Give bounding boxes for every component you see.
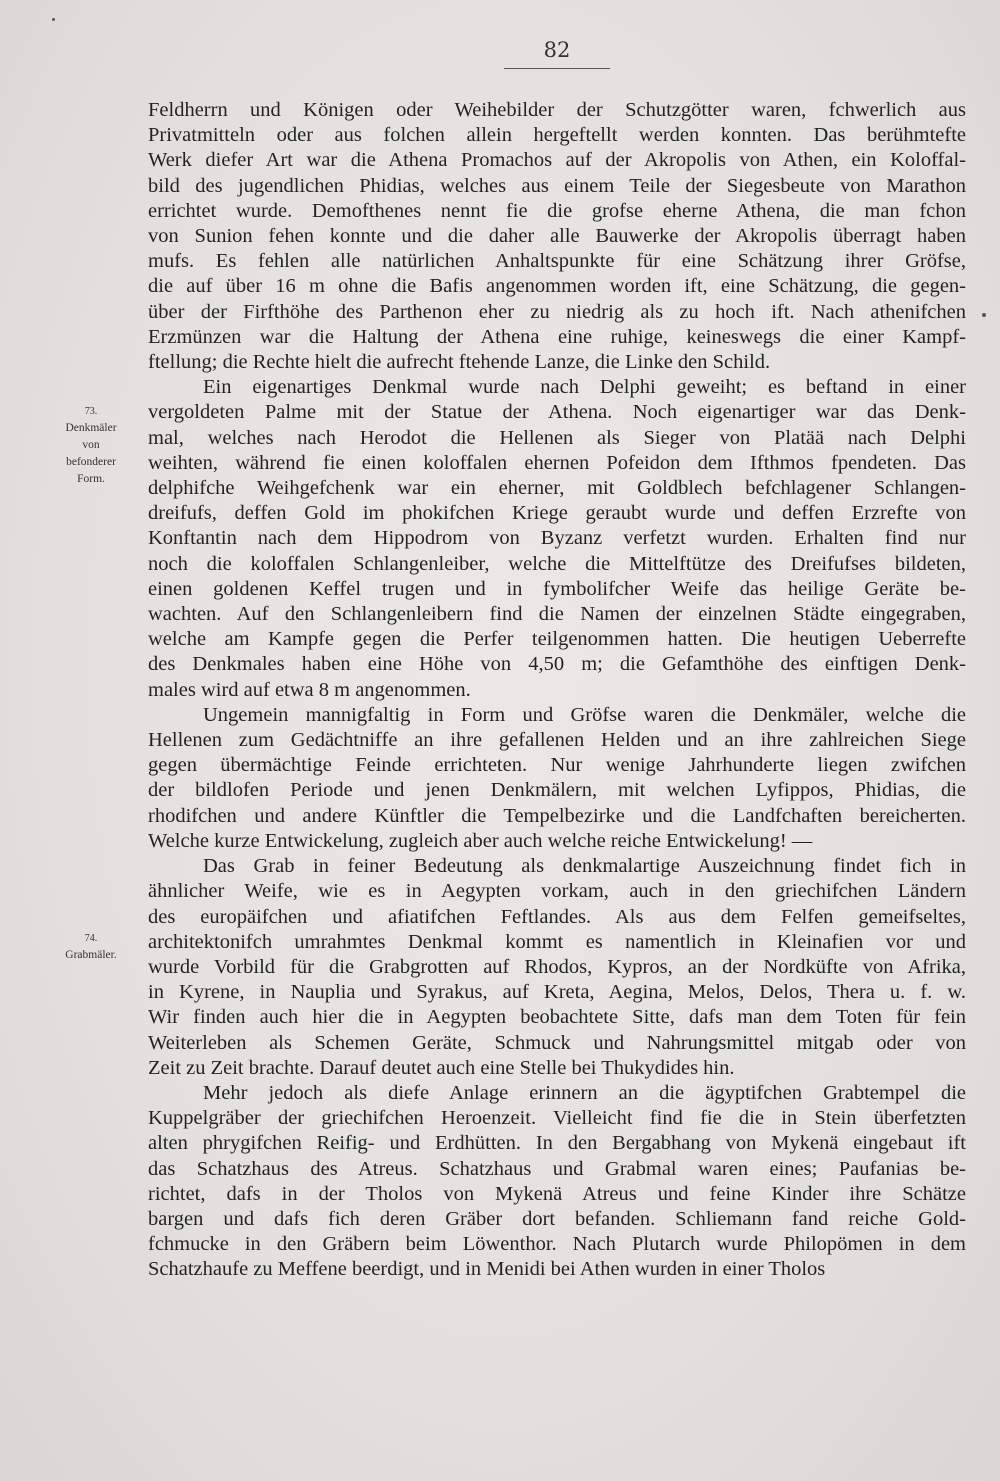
paper-speck bbox=[52, 18, 55, 21]
text-line: vergoldeten Palme mit der Statue der Athena. Noch eigenartiger war das Denk- bbox=[148, 401, 966, 424]
text-line: der bildlofen Periode und jenen Denkmälern, mit welchen Lyfippos, Phidias, die bbox=[148, 779, 966, 802]
text-line: über der Firfthöhe des Parthenon eher zu niedrig als zu hoch ift. Nach athenifchen bbox=[148, 300, 966, 323]
text-line: fchmucke in den Gräbern beim Löwenthor. Nach Plutarch wurde Philopömen in dem bbox=[148, 1233, 966, 1256]
text-line: rhodifchen und andere Künftler die Tempelbezirke und die Landfchaften bereicherten. bbox=[148, 804, 966, 827]
margin-note-line: Form. bbox=[77, 473, 105, 485]
paper-speck bbox=[982, 313, 986, 317]
text-line: Werk diefer Art war die Athena Promachos auf der Akropolis von Athen, ein Koloffal- bbox=[148, 149, 966, 172]
text-line: ftellung; die Rechte hielt die aufrecht ftehende Lanze, die Linke den Schild. bbox=[148, 351, 771, 374]
paragraph bbox=[148, 375, 966, 703]
text-line: des Denkmales haben eine Höhe von 4,50 m; die Gefamthöhe des einftigen Denk- bbox=[148, 653, 966, 676]
text-line: Schatzhaufe zu Meffene beerdigt, und in Menidi bei Athen wurden in einer Tholos bbox=[148, 1258, 826, 1281]
text-line: Welche kurze Entwickelung, zugleich aber auch welche reiche Entwickelung! — bbox=[148, 829, 813, 852]
text-line: architektonifch umrahmtes Denkmal kommt es namentlich in Kleinafien vor und bbox=[148, 930, 966, 953]
text-line: Weiterleben als Schemen Geräte, Schmuck und Nahrungsmittel mitgab oder von bbox=[148, 1031, 966, 1054]
margin-note-line: von bbox=[82, 439, 100, 451]
text-line: des europäifchen und afiatifchen Feftlandes. Als aus dem Felfen gemeifseltes, bbox=[148, 905, 966, 928]
margin-note-number: 74. bbox=[84, 933, 98, 944]
text-line: dreifufs, deffen Gold im phokifchen Kriege geraubt wurde und deffen Erzrefte von bbox=[148, 502, 966, 525]
text-line: die auf über 16 m ohne die Bafis angenommen worden ift, eine Schätzung, die gegen- bbox=[148, 275, 966, 298]
text-line: Zeit zu Zeit brachte. Darauf deutet auch eine Stelle bei Thukydides hin. bbox=[148, 1056, 735, 1079]
paragraph bbox=[148, 1081, 966, 1283]
text-line: bild des jugendlichen Phidias, welches aus einem Teile der Siegesbeute von Marathon bbox=[148, 174, 966, 197]
text-line: Wir finden auch hier die in Aegypten beobachtete Sitte, dafs man dem Toten für fein bbox=[148, 1006, 966, 1029]
text-line: errichtet wurde. Demofthenes nennt fie die grofse eherne Athena, die man fchon bbox=[148, 199, 966, 222]
paragraph bbox=[148, 98, 966, 375]
text-line: Hellenen zum Gedächtniffe an ihre gefallenen Helden und an ihre zahlreichen Siege bbox=[148, 729, 966, 752]
margin-note-74 bbox=[50, 930, 132, 964]
text-line: in Kyrene, in Nauplia und Syrakus, auf Kreta, Aegina, Melos, Delos, Thera u. f. w. bbox=[148, 981, 966, 1004]
text-line: Feldherrn und Königen oder Weihebilder der Schutzgötter waren, fchwerlich aus bbox=[148, 99, 966, 121]
text-line: welche am Kampfe gegen die Perfer teilgenommen hatten. Die heutigen Ueberrefte bbox=[148, 628, 966, 651]
margin-note-line: Grabmäler. bbox=[65, 949, 117, 961]
text-line: mufs. Es fehlen alle natürlichen Anhaltspunkte für eine Schätzung ihrer Gröfse, bbox=[148, 250, 966, 273]
text-line: Kuppelgräber der griechifchen Heroenzeit. Vielleicht find fie die in Stein überfetzten bbox=[148, 1107, 966, 1130]
text-line: alten phrygifchen Reifig- und Erdhütten. In den Bergabhang von Mykenä eingebaut ift bbox=[148, 1132, 966, 1155]
margin-note-line: Denkmäler bbox=[65, 422, 117, 434]
text-line: weihten, während fie einen koloffalen ehernen Pofeidon dem Ifthmos fpendeten. Das bbox=[148, 451, 966, 474]
page-number: 82 bbox=[543, 38, 571, 62]
text-line: males wird auf etwa 8 m angenommen. bbox=[148, 678, 471, 701]
margin-note-73 bbox=[50, 403, 132, 488]
header-rule bbox=[504, 68, 610, 69]
text-line: delphifche Weihgefchenk war ein eherner, mit Goldblech befchlagener Schlangen- bbox=[148, 477, 966, 500]
text-line: ähnlicher Weife, wie es in Aegypten vorkam, auch in den griechifchen Ländern bbox=[148, 880, 966, 903]
text-line: Erzmünzen war die Haltung der Athena eine ruhige, keineswegs die einer Kampf- bbox=[148, 325, 966, 348]
text-line: Das Grab in feiner Bedeutung als denkmalartige Auszeichnung findet fich in bbox=[203, 855, 966, 878]
text-line: von Sunion fehen konnte und die daher alle Bauwerke der Akropolis überragt haben bbox=[148, 225, 966, 248]
text-line: richtet, dafs in der Tholos von Mykenä Atreus und feine Kinder ihre Schätze bbox=[148, 1182, 966, 1205]
text-line: Ungemein mannigfaltig in Form und Gröfse waren die Denkmäler, welche die bbox=[203, 703, 966, 726]
text-line: das Schatzhaus des Atreus. Schatzhaus und Grabmal waren eines; Paufanias be- bbox=[148, 1157, 966, 1180]
text-line: Privatmitteln oder aus folchen allein hergeftellt werden konnten. Das berühmtefte bbox=[148, 124, 966, 147]
text-line: Ein eigenartiges Denkmal wurde nach Delphi geweiht; es beftand in einer bbox=[203, 376, 966, 399]
margin-note-number: 73. bbox=[84, 406, 98, 417]
text-line: wachten. Auf den Schlangenleibern find die Namen der einzelnen Städte eingegraben, bbox=[148, 603, 966, 626]
paragraph bbox=[148, 854, 966, 1081]
text-line: Mehr jedoch als diefe Anlage erinnern an die ägyptifchen Grabtempel die bbox=[203, 1081, 966, 1104]
margin-note-line: befonderer bbox=[66, 456, 116, 468]
text-line: bargen und dafs fich deren Gräber dort befanden. Schliemann fand reiche Gold- bbox=[148, 1207, 966, 1230]
text-line: noch die koloffalen Schlangenleiber, welche die Mittelftütze des Dreifufses bildeten, bbox=[148, 552, 966, 575]
body-text bbox=[148, 98, 966, 1283]
text-line: wurde Vorbild für die Grabgrotten auf Rhodos, Kypros, an der Nordküfte von Afrika, bbox=[148, 955, 966, 978]
text-line: mal, welches nach Herodot die Hellenen als Sieger von Platää nach Delphi bbox=[148, 426, 966, 449]
text-line: einen goldenen Keffel trugen und in fymbolifcher Weife das heilige Geräte be- bbox=[148, 577, 966, 600]
text-line: Konftantin nach dem Hippodrom von Byzanz verfetzt wurden. Erhalten find nur bbox=[148, 527, 966, 550]
paragraph bbox=[148, 703, 966, 854]
text-line: gegen übermächtige Feinde errichteten. Nur wenige Jahrhunderte liegen zwifchen bbox=[148, 754, 966, 777]
